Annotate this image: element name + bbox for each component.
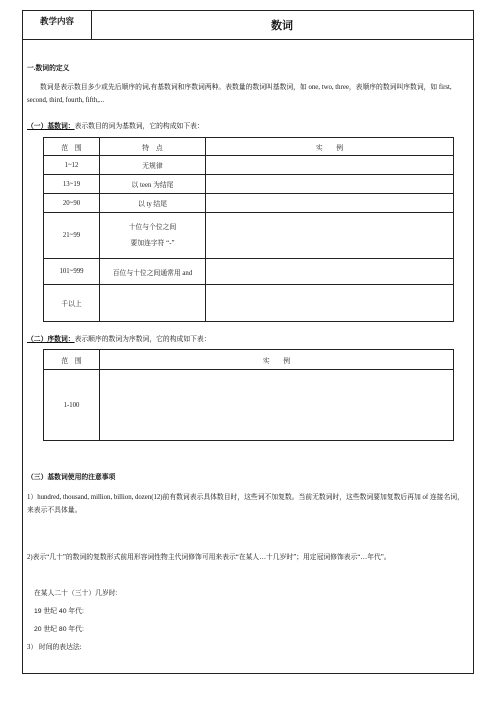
example-cell <box>206 156 454 175</box>
cardinal-heading <box>27 122 204 132</box>
section1-title: 一.数词的定义 <box>27 65 70 72</box>
feature-cell <box>100 213 206 259</box>
col-range: 范 围 <box>44 138 100 156</box>
ordinal-heading <box>27 335 211 345</box>
table-row <box>44 175 454 194</box>
document-frame <box>22 10 474 674</box>
ordinal-table <box>43 349 454 441</box>
example-cell <box>100 370 454 441</box>
example-cell <box>206 259 454 285</box>
ordinal-desc: 表示顺序的数词为序数词，它的构成如下表： <box>74 336 211 343</box>
section3-title: （三）基数词使用的注意事项 <box>27 474 116 481</box>
section3-point2: 2)表示“几十”的数词的复数形式前用形容词性物主代词修饰可用来表示“在某人…十几岁时”；用定冠词修饰表示“…年代”。 <box>27 554 391 561</box>
header-row <box>23 11 473 40</box>
example-cell <box>206 175 454 194</box>
ordinal-label: （二）序数词： <box>27 336 75 343</box>
col-range: 范 围 <box>44 350 100 370</box>
ordinal-header-row <box>44 350 454 370</box>
example-cell <box>206 194 454 213</box>
range-cell: 千以上 <box>44 285 100 322</box>
section1-intro: 数词是表示数目多少或先后顺序的词,有基数词和序数词两种。表数量的数词叫基数词，如 one, two, three，表顺序的数词叫序数词，如 first, second, third, fourth, fifth,... <box>27 84 452 104</box>
table-row <box>44 156 454 175</box>
feature-line-2: 要加连字符 “-” <box>130 239 175 247</box>
table-row <box>44 194 454 213</box>
header-label: 教学内容 <box>23 11 92 39</box>
range-cell: 20~90 <box>44 194 100 213</box>
col-example: 实 例 <box>206 138 454 156</box>
cardinal-label: （一）基数词： <box>27 123 75 130</box>
range-cell: 21~99 <box>44 213 100 259</box>
range-cell: 1~12 <box>44 156 100 175</box>
cardinal-table <box>43 137 454 322</box>
feature-cell <box>100 285 206 322</box>
feature-cell: 以 teen 为结尾 <box>100 175 206 194</box>
feature-line-1: 十位与个位之间 <box>128 223 177 231</box>
cardinal-header-row <box>44 138 454 156</box>
feature-cell: 百位与十位之间通常用 and <box>100 259 206 285</box>
section3-point3: 3） 时间的表达法: <box>27 644 82 651</box>
cardinal-desc: 表示数目的词为基数词，它的构成如下表： <box>74 123 204 130</box>
table-row <box>44 213 454 259</box>
table-row <box>44 370 454 441</box>
feature-cell: 以 ty 结尾 <box>100 194 206 213</box>
example-cell <box>206 213 454 259</box>
section3-point1: 1）hundred, thousand, million, billion, dozen(12)前有数词表示具体数目时，这些词不加复数。当前无数词时，这些数词要加复数后再加 of 连接名词，来表示不具体量。 <box>27 494 464 514</box>
example-2: 19 世纪 40 年代: <box>34 608 84 615</box>
example-1: 在某人二十（三十）几岁时: <box>34 590 118 597</box>
table-row <box>44 285 454 322</box>
example-cell <box>206 285 454 322</box>
range-cell: 13~19 <box>44 175 100 194</box>
header-title: 数词 <box>271 20 293 32</box>
col-example: 实 例 <box>100 350 454 370</box>
range-cell: 101~999 <box>44 259 100 285</box>
col-feature: 特 点 <box>100 138 206 156</box>
feature-cell: 无规律 <box>100 156 206 175</box>
range-cell: 1-100 <box>44 370 100 441</box>
table-row <box>44 259 454 285</box>
example-3: 20 世纪 80 年代: <box>34 626 84 633</box>
